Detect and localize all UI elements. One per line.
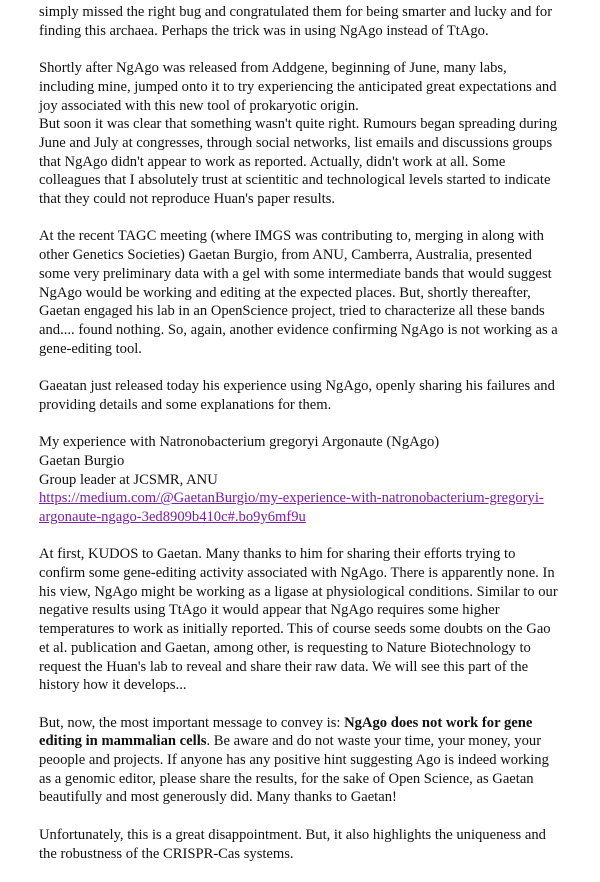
text-segment: . Be aware and do not waste your time, your money, your [206, 733, 542, 750]
text-line: simply missed the right bug and congratulated them for being smarter and lucky and for [39, 4, 553, 20]
text-line: negative results using TtAgo it would appear that NgAgo requires some higher [39, 602, 500, 619]
text-line: request the Huan's lab to reveal and share their raw data. We will see this part of the [39, 658, 529, 675]
reference-link-line-2[interactable]: argonaute-ngago-3ed8909b410c#.bo9y6mf9u [39, 508, 306, 525]
text-line: colleagues that I absolutely trust at scientitic and technological levels started to indicate [39, 172, 551, 189]
text-line: June and July at congresses, through social networks, list emails and discussions groups [39, 134, 553, 151]
text-line: as a genomic editor, please share the results, for the sake of Open Science, as Gaetan [39, 770, 534, 787]
paragraph-experience-release [39, 377, 591, 414]
reference-title: My experience with Natronobacterium gregoryi Argonaute (NgAgo) [39, 434, 440, 451]
text-line [39, 732, 591, 751]
text-line: Unfortunately, this is a great disappointment. But, it also highlights the uniqueness and [39, 826, 546, 843]
paragraph-tagc-meeting [39, 227, 591, 358]
text-line: At first, KUDOS to Gaetan. Many thanks to him for sharing their efforts trying to [39, 546, 516, 563]
reference-author: Gaetan Burgio [39, 452, 125, 469]
paragraph-important-message [39, 714, 591, 808]
text-line: joy associated with this new tool of prokaryotic origin. [39, 97, 359, 114]
text-line: that they could not reproduce Huan's paper results. [39, 191, 336, 208]
text-line [39, 714, 591, 733]
reference-link-line-1[interactable]: https://medium.com/@GaetanBurgio/my-experience-with-natronobacterium-gregoryi- [39, 490, 544, 507]
text-line: providing details and some explanations for them. [39, 396, 332, 413]
text-line: the robustness of the CRISPR-Cas systems. [39, 845, 294, 862]
text-line: beautifully and most generously did. Many thanks to Gaetan! [39, 789, 397, 806]
text-line: temperatures to work as initially reported. This of course seeds some doubts on the Gao [39, 621, 551, 638]
text-line: Gaeatan just released today his experience using NgAgo, openly sharing his failures and [39, 378, 555, 395]
document-body [39, 3, 591, 882]
text-line: other Genetics Societies) Gaetan Burgio, from ANU, Camberra, Australia, presented [39, 247, 532, 264]
text-line: history how it develops... [39, 677, 187, 694]
text-line: NgAgo would be working and editing at the expected places. But, shortly thereafter, [39, 284, 531, 301]
text-line: Gaetan engaged his lab in an OpenScience project, tried to characterize all these bands [39, 303, 545, 320]
paragraph-conclusion [39, 826, 591, 863]
text-line: finding this archaea. Perhaps the trick was in using NgAgo instead of TtAgo. [39, 22, 489, 39]
reference-role: Group leader at JCSMR, ANU [39, 471, 218, 488]
text-line: peoople and projects. If anyone has any positive hint suggesting Ago is indeed working [39, 752, 549, 769]
paragraph-archaea [39, 3, 591, 40]
paragraph-kudos [39, 545, 591, 695]
text-line: et al. publication and Gaetan, among other, is requesting to Nature Biotechnology to [39, 639, 531, 656]
text-segment: But, now, the most important message to convey is: [39, 714, 345, 731]
text-line: and.... found nothing. So, again, another evidence confirming NgAgo is not working as a [39, 321, 558, 338]
text-line: At the recent TAGC meeting (where IMGS was contributing to, merging in along with [39, 228, 544, 245]
reference-block [39, 433, 591, 527]
bold-statement: editing in mammalian cells [39, 733, 207, 750]
bold-statement: NgAgo does not work for gene [344, 714, 533, 731]
text-line: gene-editing tool. [39, 340, 142, 357]
text-line: Shortly after NgAgo was released from Addgene, beginning of June, many labs, [39, 60, 507, 77]
paragraph-addgene-release [39, 59, 591, 209]
text-line: some very preliminary data with a gel with some intermediate bands that would suggest [39, 265, 552, 282]
text-line: that NgAgo didn't appear to work as reported. Actually, didn't work at all. Some [39, 153, 506, 170]
text-line: But soon it was clear that something wasn't quite right. Rumours began spreading during [39, 116, 558, 133]
text-line: including mine, jumped onto it to try experiencing the anticipated great expectations and [39, 78, 557, 95]
text-line: confirm some gene-editing activity associated with NgAgo. There is apparently none. In [39, 565, 555, 582]
text-line: his view, NgAgo might be working as a ligase at physiological conditions. Similar to our [39, 583, 558, 600]
